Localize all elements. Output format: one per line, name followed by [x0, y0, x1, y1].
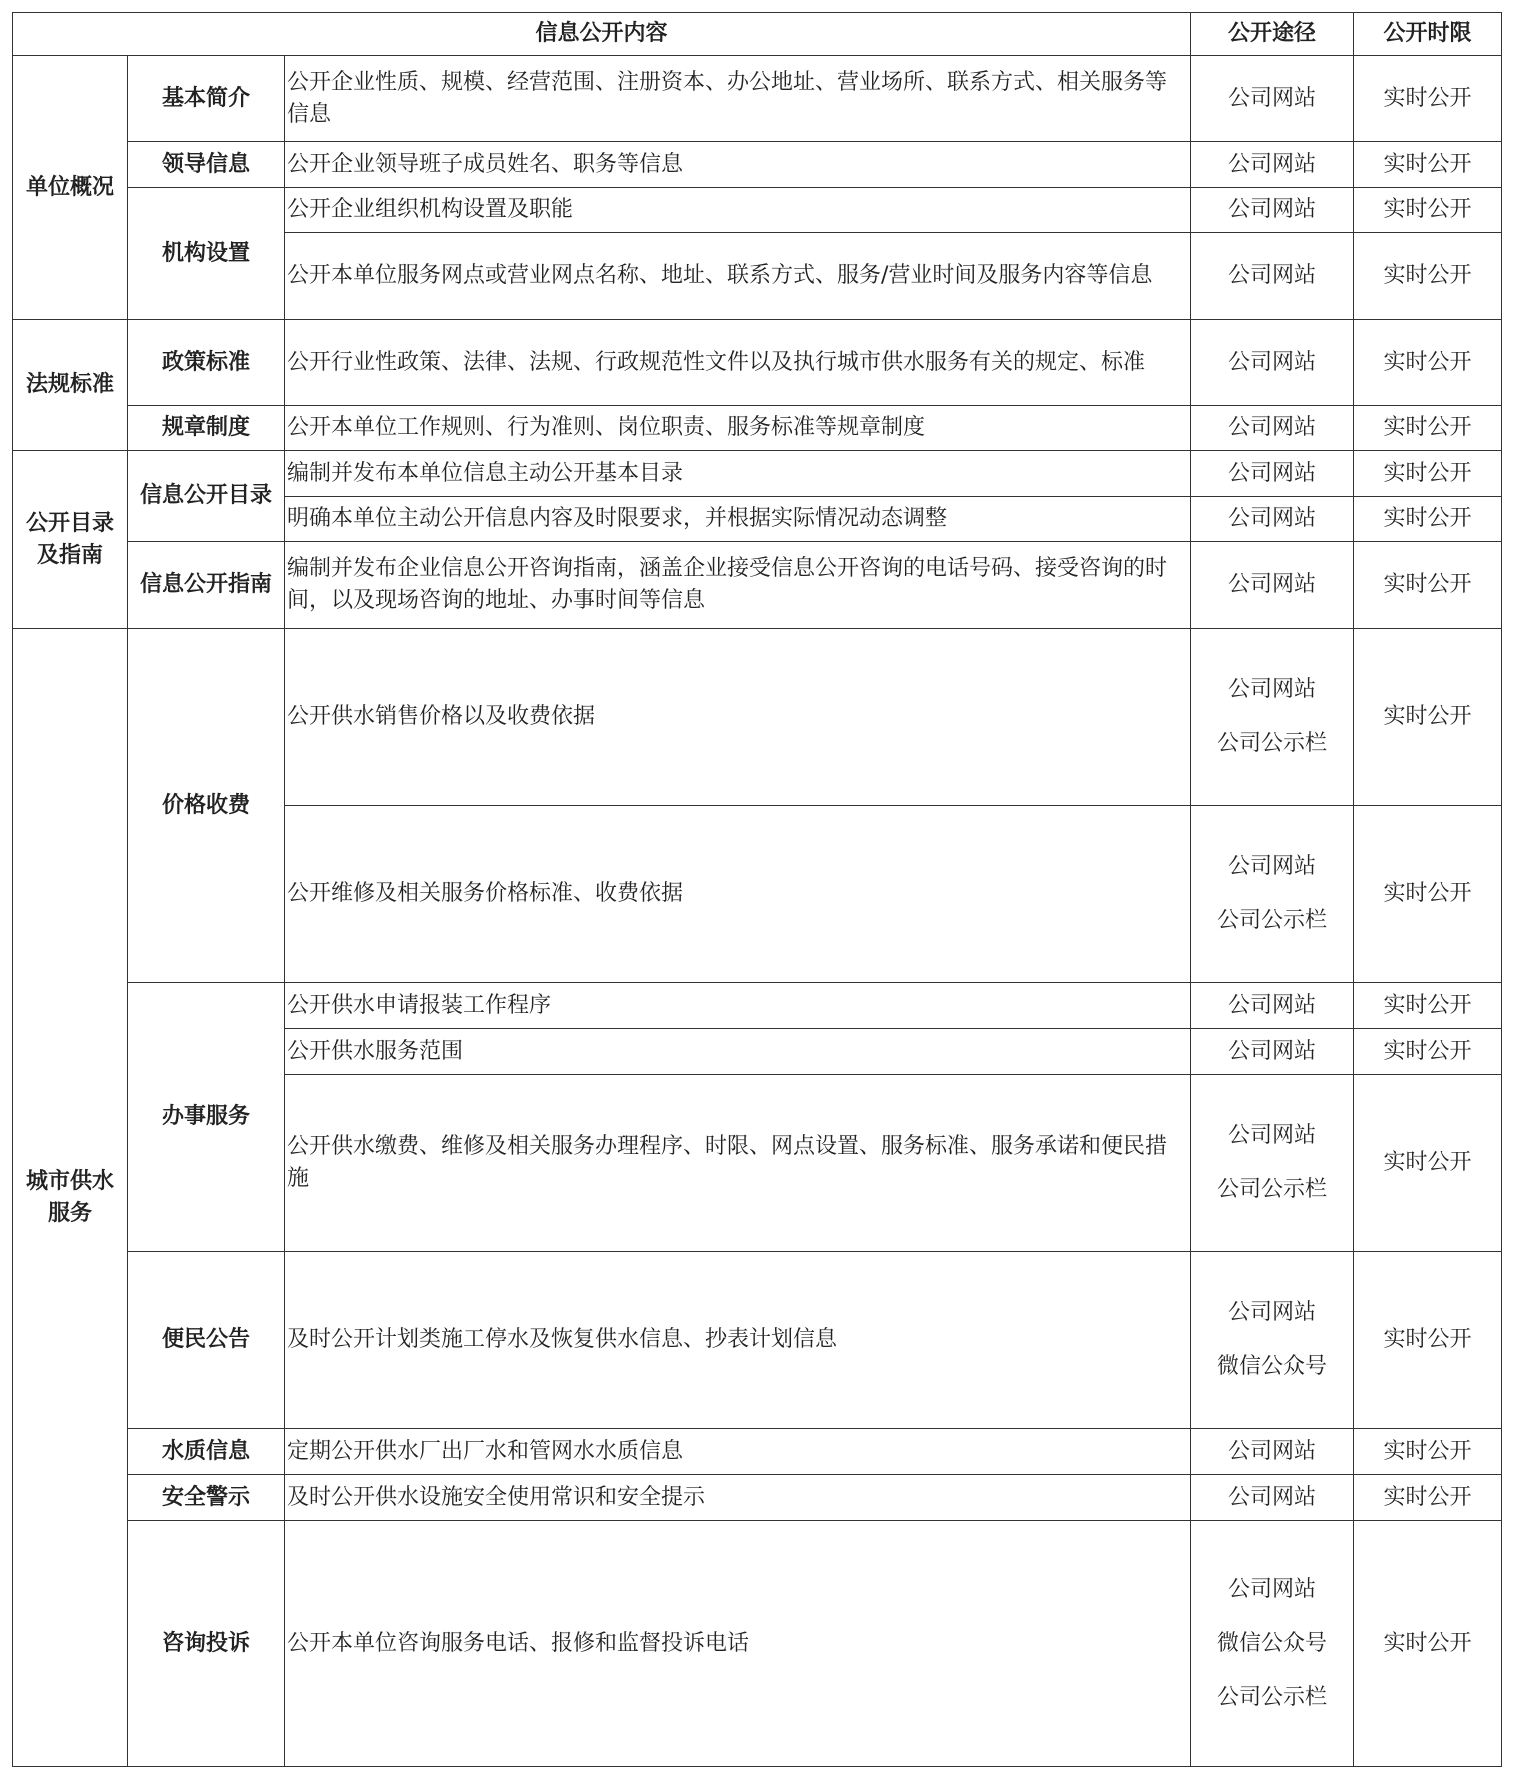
time-limit-cell: 实时公开: [1354, 1029, 1502, 1075]
content-cell: 公开供水销售价格以及收费依据: [285, 629, 1191, 806]
category-cell: 公开目录及指南: [13, 451, 128, 629]
time-limit-cell: 实时公开: [1354, 983, 1502, 1029]
channel-cell: [1191, 983, 1354, 1029]
subcategory-cell: 机构设置: [128, 188, 285, 320]
channel-cell: [1191, 542, 1354, 629]
time-limit-cell: 实时公开: [1354, 1252, 1502, 1429]
channel-cell: [1191, 451, 1354, 497]
content-cell: 公开供水服务范围: [285, 1029, 1191, 1075]
content-cell: 公开供水申请报装工作程序: [285, 983, 1191, 1029]
subcategory-cell: 领导信息: [128, 142, 285, 188]
content-cell: 公开本单位服务网点或营业网点名称、地址、联系方式、服务/营业时间及服务内容等信息: [285, 233, 1191, 320]
time-limit-cell: 实时公开: [1354, 188, 1502, 233]
channel-cell: [1191, 233, 1354, 320]
content-cell: 公开本单位咨询服务电话、报修和监督投诉电话: [285, 1521, 1191, 1767]
content-cell: 公开行业性政策、法律、法规、行政规范性文件以及执行城市供水服务有关的规定、标准: [285, 320, 1191, 406]
channel-item: 公司网站: [1228, 992, 1317, 1018]
channel-cell: [1191, 1252, 1354, 1429]
time-limit-cell: 实时公开: [1354, 233, 1502, 320]
channel-item: 公司网站: [1228, 1484, 1317, 1510]
channel-item: 公司网站: [1228, 85, 1317, 111]
channel-item: 微信公众号: [1217, 1354, 1328, 1379]
content-cell: 及时公开供水设施安全使用常识和安全提示: [285, 1475, 1191, 1521]
table-row: [13, 188, 1502, 233]
time-limit-cell: 实时公开: [1354, 56, 1502, 142]
category-cell: 法规标准: [13, 320, 128, 451]
table-row: [13, 406, 1502, 451]
category-cell: 城市供水服务: [13, 629, 128, 1767]
channel-item: 公司网站: [1228, 1576, 1317, 1602]
time-limit-cell: 实时公开: [1354, 451, 1502, 497]
time-limit-cell: 实时公开: [1354, 406, 1502, 451]
content-cell: 公开本单位工作规则、行为准则、岗位职责、服务标准等规章制度: [285, 406, 1191, 451]
info-disclosure-table: [12, 12, 1502, 1767]
subcategory-cell: 水质信息: [128, 1429, 285, 1475]
channel-item: 公司网站: [1228, 415, 1317, 440]
table-row: [13, 1252, 1502, 1429]
time-limit-cell: 实时公开: [1354, 1075, 1502, 1252]
content-cell: 定期公开供水厂出厂水和管网水水质信息: [285, 1429, 1191, 1475]
channel-cell: [1191, 406, 1354, 451]
table-body: [13, 56, 1502, 1767]
header-content: 信息公开内容: [13, 13, 1191, 56]
channel-item: 公司网站: [1228, 677, 1317, 702]
channel-item: 公司网站: [1228, 1438, 1317, 1464]
content-cell: 公开企业组织机构设置及职能: [285, 188, 1191, 233]
time-limit-cell: 实时公开: [1354, 142, 1502, 188]
channel-item: 公司网站: [1228, 151, 1317, 177]
channel-cell: [1191, 497, 1354, 542]
channel-cell: [1191, 188, 1354, 233]
time-limit-cell: 实时公开: [1354, 497, 1502, 542]
content-cell: 编制并发布企业信息公开咨询指南，涵盖企业接受信息公开咨询的电话号码、接受咨询的时间，以及现场咨询的地址、办事时间等信息: [285, 542, 1191, 629]
channel-cell: [1191, 1521, 1354, 1767]
channel-cell: [1191, 142, 1354, 188]
content-cell: 编制并发布本单位信息主动公开基本目录: [285, 451, 1191, 497]
table-row: [13, 983, 1502, 1029]
subcategory-cell: 价格收费: [128, 629, 285, 983]
subcategory-cell: 政策标准: [128, 320, 285, 406]
table-row: [13, 320, 1502, 406]
channel-item: 公司网站: [1228, 1123, 1317, 1148]
subcategory-cell: 便民公告: [128, 1252, 285, 1429]
table-row: [13, 1475, 1502, 1521]
subcategory-cell: 安全警示: [128, 1475, 285, 1521]
channel-cell: [1191, 629, 1354, 806]
channel-item: 公司网站: [1228, 1038, 1317, 1064]
channel-cell: [1191, 1075, 1354, 1252]
table-row: [13, 1521, 1502, 1767]
channel-item: 公司网站: [1228, 460, 1317, 486]
subcategory-cell: 基本简介: [128, 56, 285, 142]
channel-item: 微信公众号: [1217, 1630, 1328, 1656]
table-row: [13, 542, 1502, 629]
channel-cell: [1191, 56, 1354, 142]
time-limit-cell: 实时公开: [1354, 806, 1502, 983]
channel-item: 公司网站: [1228, 572, 1317, 597]
channel-cell: [1191, 1429, 1354, 1475]
subcategory-cell: 规章制度: [128, 406, 285, 451]
table-row: [13, 629, 1502, 806]
time-limit-cell: 实时公开: [1354, 542, 1502, 629]
subcategory-cell: 信息公开指南: [128, 542, 285, 629]
channel-item: 公司网站: [1228, 1300, 1317, 1325]
content-cell: 公开企业领导班子成员姓名、职务等信息: [285, 142, 1191, 188]
table-row: [13, 451, 1502, 497]
subcategory-cell: 办事服务: [128, 983, 285, 1252]
time-limit-cell: 实时公开: [1354, 1475, 1502, 1521]
time-limit-cell: 实时公开: [1354, 1521, 1502, 1767]
channel-cell: [1191, 1475, 1354, 1521]
channel-item: 公司公示栏: [1217, 1684, 1328, 1710]
table-row: [13, 1429, 1502, 1475]
subcategory-cell: 信息公开目录: [128, 451, 285, 542]
channel-cell: [1191, 806, 1354, 983]
table-row: [13, 56, 1502, 142]
content-cell: 公开企业性质、规模、经营范围、注册资本、办公地址、营业场所、联系方式、相关服务等信息: [285, 56, 1191, 142]
channel-item: 公司网站: [1228, 349, 1317, 375]
content-cell: 明确本单位主动公开信息内容及时限要求，并根据实际情况动态调整: [285, 497, 1191, 542]
content-cell: 公开维修及相关服务价格标准、收费依据: [285, 806, 1191, 983]
content-cell: 公开供水缴费、维修及相关服务办理程序、时限、网点设置、服务标准、服务承诺和便民措施: [285, 1075, 1191, 1252]
channel-item: 公司网站: [1228, 506, 1317, 531]
header-time-limit: 公开时限: [1354, 13, 1502, 56]
header-row: [13, 13, 1502, 56]
channel-item: 公司网站: [1228, 197, 1317, 222]
subcategory-cell: 咨询投诉: [128, 1521, 285, 1767]
channel-cell: [1191, 1029, 1354, 1075]
document-page: [12, 12, 1502, 1767]
channel-item: 公司公示栏: [1217, 1177, 1328, 1202]
header-channel: 公开途径: [1191, 13, 1354, 56]
channel-item: 公司网站: [1228, 263, 1317, 288]
time-limit-cell: 实时公开: [1354, 629, 1502, 806]
channel-item: 公司公示栏: [1217, 908, 1328, 933]
time-limit-cell: 实时公开: [1354, 1429, 1502, 1475]
table-row: [13, 142, 1502, 188]
channel-item: 公司公示栏: [1217, 731, 1328, 756]
channel-item: 公司网站: [1228, 854, 1317, 879]
content-cell: 及时公开计划类施工停水及恢复供水信息、抄表计划信息: [285, 1252, 1191, 1429]
category-cell: 单位概况: [13, 56, 128, 320]
channel-cell: [1191, 320, 1354, 406]
time-limit-cell: 实时公开: [1354, 320, 1502, 406]
